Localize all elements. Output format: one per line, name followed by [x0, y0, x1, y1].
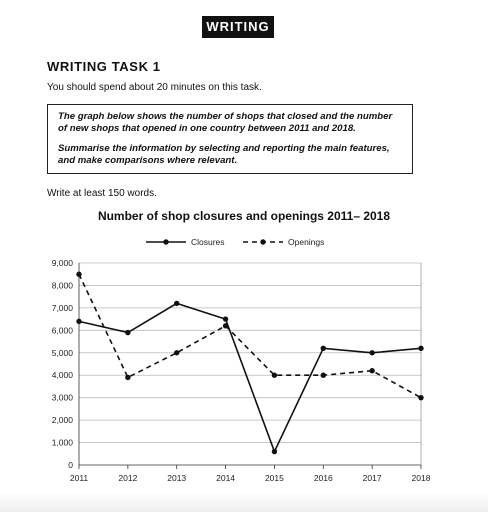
legend-closures-marker [163, 239, 168, 244]
openings-point [369, 368, 374, 373]
y-tick-label: 6,000 [51, 325, 73, 336]
x-tick-label: 2013 [167, 473, 187, 483]
closures-point [272, 449, 277, 454]
openings-point [76, 272, 81, 277]
legend-openings-marker [260, 239, 265, 244]
y-tick-label: 3,000 [51, 392, 73, 403]
openings-point [174, 350, 179, 355]
legend-openings-label: Openings [288, 237, 325, 247]
x-tick-label: 2014 [216, 473, 236, 483]
openings-point [272, 373, 277, 378]
closures-point [125, 330, 130, 335]
x-tick-label: 2011 [69, 473, 89, 483]
x-tick-label: 2017 [362, 473, 382, 483]
x-tick-label: 2018 [411, 473, 431, 483]
y-tick-label: 0 [68, 460, 73, 470]
x-tick-label: 2012 [118, 473, 138, 483]
y-tick-label: 2,000 [51, 415, 73, 426]
closures-point [174, 301, 179, 306]
closures-point [418, 346, 423, 351]
openings-point [418, 395, 423, 400]
task-title: WRITING TASK 1 [47, 59, 161, 74]
closures-point [76, 319, 81, 324]
page-bottom-shadow [0, 493, 488, 512]
closures-point [369, 350, 374, 355]
chart-title: Number of shop closures and openings 2011– 2018 [97, 209, 391, 223]
x-tick-label: 2016 [313, 473, 333, 483]
y-tick-label: 4,000 [51, 370, 73, 381]
section-badge: WRITING [202, 16, 274, 38]
y-tick-label: 8,000 [51, 280, 73, 291]
word-count-instruction: Write at least 150 words. [47, 188, 157, 199]
time-instruction: You should spend about 20 minutes on this task. [47, 82, 262, 93]
openings-line [79, 274, 421, 397]
openings-point [125, 375, 130, 380]
openings-point [321, 373, 326, 378]
y-tick-label: 1,000 [51, 437, 73, 448]
y-tick-label: 5,000 [51, 347, 73, 358]
closures-point [321, 346, 326, 351]
prompt-description: The graph below shows the number of shops that closed and the number of new shops that opened in one country between 2011 and 2018. [58, 111, 393, 134]
x-tick-label: 2015 [264, 473, 284, 483]
y-tick-label: 9,000 [51, 258, 73, 268]
closures-point [223, 316, 228, 321]
openings-point [223, 323, 228, 328]
prompt-instruction: Summarise the information by selecting and reporting the main features, and make comparisons where relevant. [58, 143, 390, 166]
y-tick-label: 7,000 [51, 302, 73, 313]
legend-closures-label: Closures [191, 237, 225, 247]
